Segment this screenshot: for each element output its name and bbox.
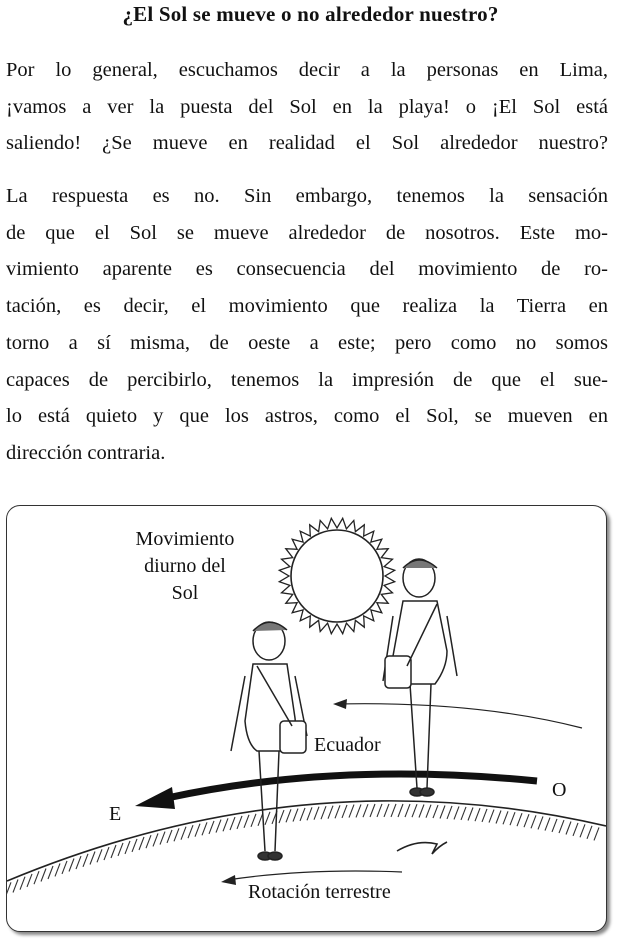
hatch-line	[76, 856, 81, 869]
walker-left-figure	[231, 622, 307, 860]
explanation-paragraph	[6, 178, 608, 472]
hatch-line	[496, 811, 501, 824]
hatch-line	[293, 809, 298, 822]
caption-line: diurno del	[144, 555, 226, 577]
hatch-line	[20, 877, 25, 890]
hatch-line	[419, 805, 424, 818]
hatch-line	[461, 807, 466, 820]
hatch-line	[209, 821, 214, 834]
east-label: E	[109, 803, 122, 825]
caption-line: Movimiento	[135, 528, 235, 550]
sky-motion-arrow	[337, 704, 582, 728]
hatch-line	[559, 820, 564, 833]
hatch-line	[160, 832, 165, 845]
earth-rotation-illustration	[6, 505, 607, 932]
walker-right-figure	[383, 559, 457, 796]
hatch-line	[13, 880, 18, 893]
caption-line: Sol	[171, 582, 199, 604]
hatch-line	[69, 859, 74, 872]
hatch-line	[34, 871, 39, 884]
hatch-line	[153, 833, 158, 846]
hatch-line	[83, 854, 88, 867]
hatch-line	[328, 806, 333, 819]
hatch-line	[573, 823, 578, 836]
hatch-line	[62, 861, 67, 874]
hatch-line	[447, 806, 452, 819]
text-line: La respuesta es no. Sin embargo, tenemos la sensación	[6, 185, 608, 207]
hatch-line	[594, 827, 599, 840]
hatch-line	[580, 824, 585, 837]
hatch-line	[349, 805, 354, 818]
hatch-line	[41, 869, 46, 882]
text-line: saliendo! ¿Se mueve en realidad el Sol alrededor nuestro?	[6, 132, 608, 155]
earth-surface	[7, 801, 606, 881]
hatch-line	[97, 849, 102, 862]
hatch-line	[104, 847, 109, 860]
hatch-line	[342, 805, 347, 818]
hatch-line	[216, 820, 221, 833]
hatch-line	[510, 812, 515, 825]
page-title: ¿El Sol se mueve o no alrededor nuestro?	[122, 2, 499, 26]
hatch-line	[139, 837, 144, 850]
rotation-arrow	[227, 871, 402, 880]
text-line: tación, es decir, el movimiento que realiza la Tierra en	[6, 295, 608, 318]
text-line: Por lo general, escuchamos decir a la personas en Lima,	[6, 59, 608, 81]
hatch-line	[230, 817, 235, 830]
hatch-line	[146, 835, 151, 848]
hatch-line	[405, 804, 410, 817]
ground-mark	[397, 842, 447, 854]
text-line: capaces de percibirlo, tenemos la impresión de que el sue-	[6, 368, 608, 391]
hatch-line	[517, 813, 522, 826]
hatch-line	[503, 811, 508, 824]
hatch-line	[468, 808, 473, 821]
hatch-line	[538, 816, 543, 829]
hatch-line	[181, 827, 186, 840]
hatch-line	[335, 805, 340, 818]
hatch-line	[223, 818, 228, 831]
hatch-line	[384, 804, 389, 817]
text-line: lo está quieto y que los astros, como el Sol, se mueven en	[6, 405, 608, 428]
hatch-line	[118, 843, 123, 856]
hatch-line	[7, 882, 11, 895]
diurnal-motion-caption	[95, 526, 275, 607]
hatch-line	[195, 824, 200, 837]
sky-motion-arrowhead	[333, 699, 347, 709]
hatch-line	[363, 804, 368, 817]
intro-paragraph	[6, 52, 608, 162]
hatch-line	[48, 866, 53, 879]
hatch-line	[524, 814, 529, 827]
hatch-line	[545, 818, 550, 831]
hatch-line	[300, 808, 305, 821]
equator-arrow	[167, 774, 537, 798]
hatch-line	[27, 874, 32, 887]
hatch-line	[566, 822, 571, 835]
equator-arrowhead	[135, 787, 175, 809]
hatch-line	[188, 825, 193, 838]
hatch-line	[125, 841, 130, 854]
text-line: vimiento aparente es consecuencia del movimiento de ro-	[6, 258, 608, 281]
hatch-line	[398, 804, 403, 817]
hatch-line	[587, 826, 592, 839]
sun-icon	[279, 518, 394, 633]
hatch-line	[440, 806, 445, 819]
hatch-line	[489, 810, 494, 823]
hatch-line	[174, 828, 179, 841]
hatch-line	[426, 805, 431, 818]
equator-label: Ecuador	[314, 734, 381, 756]
hatch-line	[370, 804, 375, 817]
hatch-line	[552, 819, 557, 832]
hatch-line	[356, 804, 361, 817]
text-line: ¡vamos a ver la puesta del Sol en la playa! o ¡El Sol está	[6, 95, 608, 118]
text-line: torno a sí misma, de oeste a este; pero como no somos	[6, 331, 608, 354]
hatch-line	[307, 807, 312, 820]
hatch-line	[454, 806, 459, 819]
hatch-line	[202, 822, 207, 835]
west-label: O	[552, 779, 567, 801]
hatch-line	[90, 852, 95, 865]
hatch-line	[531, 815, 536, 828]
hatch-line	[132, 839, 137, 852]
hatch-line	[237, 816, 242, 829]
hatch-line	[286, 809, 291, 822]
hatch-line	[321, 806, 326, 819]
rotation-label: Rotación terrestre	[248, 881, 391, 903]
text-line: de que el Sol se mueve alrededor de nosotros. Este mo-	[6, 221, 608, 244]
hatch-line	[265, 812, 270, 825]
hatch-line	[377, 804, 382, 817]
hatch-line	[314, 807, 319, 820]
hatch-line	[244, 815, 249, 828]
hatch-line	[55, 863, 60, 876]
hatch-line	[167, 830, 172, 843]
hatch-line	[482, 809, 487, 822]
hatch-line	[412, 804, 417, 817]
hatch-line	[251, 814, 256, 827]
text-line: dirección contraria.	[6, 441, 166, 464]
hatch-line	[391, 804, 396, 817]
hatch-line	[279, 810, 284, 823]
hatch-line	[111, 845, 116, 858]
rotation-arrowhead	[221, 875, 236, 885]
hatch-line	[433, 805, 438, 818]
hatch-line	[475, 808, 480, 821]
